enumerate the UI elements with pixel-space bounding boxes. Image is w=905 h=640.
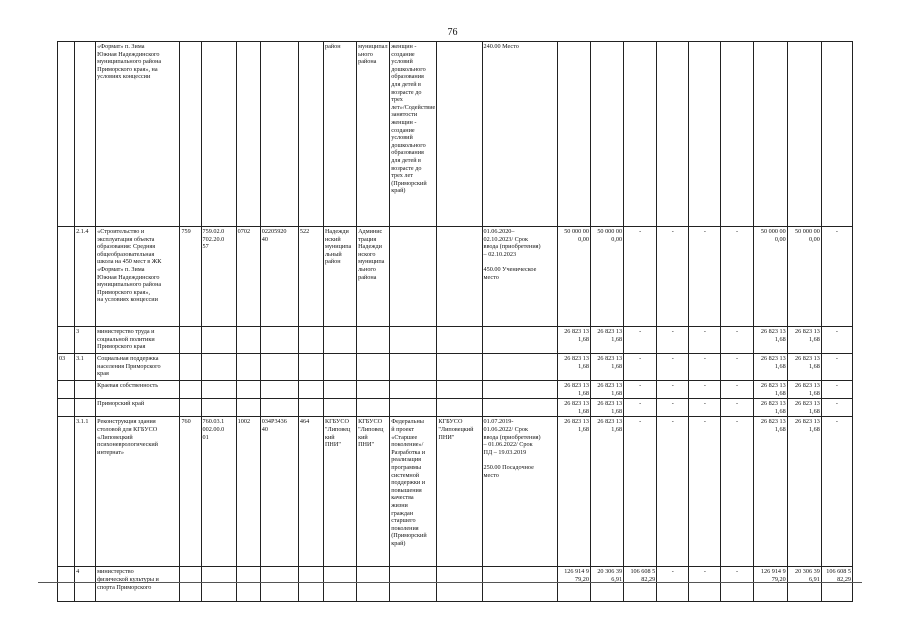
table-row (58, 354, 853, 381)
cell-total-cost: 26 823 13 1,68 (557, 417, 590, 567)
cell-bk-code (201, 354, 236, 381)
cell-object-name: Краевая собственность (96, 381, 180, 399)
cell-col-17: - (689, 567, 721, 602)
cell-gp-code (180, 327, 201, 354)
cell-total-regional: 20 306 39 6,91 (590, 567, 623, 602)
cell-year-regional: 26 823 13 1,68 (787, 417, 821, 567)
table-row (58, 381, 853, 399)
cell-terms-capacity (482, 399, 557, 417)
cell-total-federal: - (624, 327, 657, 354)
register-table (57, 41, 853, 602)
cell-col-17: - (689, 327, 721, 354)
cell-year-total: 26 823 13 1,68 (753, 354, 787, 381)
cell-okud-code (58, 227, 75, 327)
table-row (58, 42, 853, 227)
cell-bk-code (201, 399, 236, 417)
cell-object-name: Реконструкция здания столовой для КГБУСО «Липовецкий психоневрологический интернат» (96, 417, 180, 567)
cell-year-total: 26 823 13 1,68 (753, 399, 787, 417)
cell-recipient (437, 567, 482, 602)
cell-item-number: 4 (75, 567, 96, 602)
cell-location: Надежди нский муниципа льный район (323, 227, 356, 327)
cell-total-cost: 26 823 13 1,68 (557, 354, 590, 381)
cell-okud-code (58, 42, 75, 227)
cell-year-federal: - (821, 327, 852, 354)
cell-item-number (75, 399, 96, 417)
cell-col-18: - (721, 567, 753, 602)
cell-location (323, 567, 356, 602)
cell-bk-code: 759.02.0 702.20.0 57 (201, 227, 236, 327)
cell-col-16: - (657, 567, 689, 602)
table-row (58, 417, 853, 567)
cell-target-article: 034P3436 40 (260, 417, 298, 567)
cell-okud-code (58, 381, 75, 399)
cell-terms-capacity (482, 327, 557, 354)
cell-project-name (390, 354, 437, 381)
cell-total-federal: - (624, 354, 657, 381)
cell-item-number: 3.1.1 (75, 417, 96, 567)
cell-gp-code (180, 354, 201, 381)
cell-total-federal: 106 608 5 82,29 (624, 567, 657, 602)
cell-project-name (390, 327, 437, 354)
cell-year-total: 26 823 13 1,68 (753, 417, 787, 567)
cell-year-total: 126 914 9 79,20 (753, 567, 787, 602)
cell-project-name (390, 567, 437, 602)
cell-col-18: - (721, 227, 753, 327)
cell-item-number: 2.1.4 (75, 227, 96, 327)
cell-location: КГБУСО "Липовец кий ПНИ" (323, 417, 356, 567)
cell-year-total: 26 823 13 1,68 (753, 381, 787, 399)
cell-year-regional: 26 823 13 1,68 (787, 399, 821, 417)
cell-location (323, 327, 356, 354)
cell-year-federal: 106 608 5 82,29 (821, 567, 852, 602)
cell-year-regional (787, 42, 821, 227)
cell-expense-type (298, 327, 323, 354)
cell-total-federal: - (624, 227, 657, 327)
cell-gp-code (180, 567, 201, 602)
cell-location (323, 399, 356, 417)
cell-customer (357, 399, 390, 417)
cell-terms-capacity: 240.00 Место (482, 42, 557, 227)
cell-section-code: 1002 (236, 417, 260, 567)
cell-col-17: - (689, 417, 721, 567)
cell-total-regional: 26 823 13 1,68 (590, 417, 623, 567)
cell-recipient: КГБУСО "Липовецкий ПНИ" (437, 417, 482, 567)
cell-total-federal: - (624, 381, 657, 399)
cell-total-cost: 26 823 13 1,68 (557, 327, 590, 354)
cell-object-name: министерство физической культуры и спорта Приморского (96, 567, 180, 602)
table-row (58, 399, 853, 417)
cell-year-regional: 26 823 13 1,68 (787, 354, 821, 381)
cell-customer: Админис трация Надежди нского муниципа льного района (357, 227, 390, 327)
cell-expense-type (298, 354, 323, 381)
cell-project-name: женщин - создание условий дошкольного образования для детей в возрасте до трех лет»/Содействие занятости женщин - создание условий дошкольного образования для детей в возрасте до трех лет (Приморский край) (390, 42, 437, 227)
cell-object-name: Приморский край (96, 399, 180, 417)
cell-col-16: - (657, 354, 689, 381)
cell-section-code (236, 567, 260, 602)
cell-gp-code: 760 (180, 417, 201, 567)
cell-section-code (236, 354, 260, 381)
cell-object-name: «Строительство и эксплуатация объекта образования: Средняя общеобразовательная школа на 450 мест в ЖК «Формат» п. Зима Южная Надеждинского муниципального района Приморского края», на условиях концессии (96, 227, 180, 327)
cell-year-total: 26 823 13 1,68 (753, 327, 787, 354)
cell-recipient (437, 381, 482, 399)
cell-expense-type (298, 381, 323, 399)
cell-item-number (75, 381, 96, 399)
cell-project-name: Федеральны й проект «Старшее поколение»/ Разработка и реализация программы системной поддержки и повышения качества жизни граждан старшего поколения (Приморский край) (390, 417, 437, 567)
cell-year-federal: - (821, 227, 852, 327)
cell-target-article (260, 399, 298, 417)
cell-col-18: - (721, 417, 753, 567)
cell-col-16 (657, 42, 689, 227)
cell-bk-code: 760.03.1 002.00.0 01 (201, 417, 236, 567)
cell-item-number: 3.1 (75, 354, 96, 381)
cell-bk-code (201, 567, 236, 602)
cell-project-name (390, 399, 437, 417)
cell-year-federal: - (821, 381, 852, 399)
cell-col-17: - (689, 381, 721, 399)
cell-year-regional: 20 306 39 6,91 (787, 567, 821, 602)
cell-col-18: - (721, 399, 753, 417)
cell-section-code: 0702 (236, 227, 260, 327)
cell-section-code (236, 399, 260, 417)
table-row (58, 327, 853, 354)
cell-total-cost: 126 914 9 79,20 (557, 567, 590, 602)
cell-col-18: - (721, 381, 753, 399)
cell-col-16: - (657, 381, 689, 399)
cell-terms-capacity: 01.06.2020– 02.10.2023/ Срок ввода (приобретения) – 02.10.2023 450.00 Ученическое место (482, 227, 557, 327)
cell-terms-capacity: 01.07.2019- 01.06.2022/ Срок ввода (приобретения) – 01.06.2022/ Срок ПД – 19.03.2019 250.00 Посадочное место (482, 417, 557, 567)
cell-terms-capacity (482, 567, 557, 602)
cell-year-total: 50 000 00 0,00 (753, 227, 787, 327)
cell-expense-type: 464 (298, 417, 323, 567)
cell-total-federal: - (624, 399, 657, 417)
cell-okud-code (58, 327, 75, 354)
cell-expense-type (298, 399, 323, 417)
cell-object-name: «Формат» п. Зима Южная Надеждинского муниципального района Приморского края», на условиях концессии (96, 42, 180, 227)
table-row (58, 567, 853, 602)
cell-customer (357, 381, 390, 399)
cell-total-regional (590, 42, 623, 227)
cell-col-16: - (657, 227, 689, 327)
cell-gp-code (180, 381, 201, 399)
cell-year-regional: 26 823 13 1,68 (787, 381, 821, 399)
cell-expense-type (298, 42, 323, 227)
cell-year-federal: - (821, 399, 852, 417)
cell-bk-code (201, 327, 236, 354)
cell-col-17: - (689, 399, 721, 417)
cell-total-cost: 26 823 13 1,68 (557, 381, 590, 399)
cell-total-regional: 26 823 13 1,68 (590, 327, 623, 354)
cell-recipient (437, 399, 482, 417)
cell-target-article (260, 42, 298, 227)
cell-terms-capacity (482, 381, 557, 399)
cell-recipient (437, 354, 482, 381)
cell-target-article (260, 381, 298, 399)
cell-year-federal: - (821, 417, 852, 567)
cell-total-regional: 26 823 13 1,68 (590, 381, 623, 399)
cell-target-article: 02205920 40 (260, 227, 298, 327)
cell-section-code (236, 327, 260, 354)
cell-total-federal: - (624, 417, 657, 567)
cell-total-regional: 26 823 13 1,68 (590, 354, 623, 381)
cell-bk-code (201, 381, 236, 399)
cell-section-code (236, 42, 260, 227)
cell-year-regional: 50 000 00 0,00 (787, 227, 821, 327)
cell-col-18: - (721, 327, 753, 354)
cell-expense-type: 522 (298, 227, 323, 327)
cell-customer (357, 354, 390, 381)
cell-recipient (437, 227, 482, 327)
cell-year-total (753, 42, 787, 227)
cell-customer (357, 327, 390, 354)
cell-location (323, 381, 356, 399)
cell-col-17: - (689, 227, 721, 327)
cell-item-number: 3 (75, 327, 96, 354)
cell-okud-code: 03 (58, 354, 75, 381)
cell-col-18 (721, 42, 753, 227)
cell-col-16: - (657, 327, 689, 354)
cell-total-regional: 50 000 00 0,00 (590, 227, 623, 327)
cell-col-16: - (657, 417, 689, 567)
cell-item-number (75, 42, 96, 227)
cell-year-federal (821, 42, 852, 227)
cell-location: район (323, 42, 356, 227)
cell-total-regional: 26 823 13 1,68 (590, 399, 623, 417)
cell-total-federal (624, 42, 657, 227)
cell-okud-code (58, 567, 75, 602)
table-row (58, 227, 853, 327)
footer-rule (38, 582, 862, 583)
cell-target-article (260, 567, 298, 602)
cell-year-federal: - (821, 354, 852, 381)
cell-col-17: - (689, 354, 721, 381)
cell-object-name: министерство труда и социальной политики Приморского края (96, 327, 180, 354)
cell-total-cost: 26 823 13 1,68 (557, 399, 590, 417)
cell-target-article (260, 327, 298, 354)
cell-bk-code (201, 42, 236, 227)
cell-gp-code (180, 42, 201, 227)
cell-col-18: - (721, 354, 753, 381)
cell-project-name (390, 381, 437, 399)
table-body (58, 42, 853, 602)
cell-total-cost: 50 000 00 0,00 (557, 227, 590, 327)
cell-object-name: Социальная поддержка населения Приморского края (96, 354, 180, 381)
cell-expense-type (298, 567, 323, 602)
cell-location (323, 354, 356, 381)
cell-recipient (437, 327, 482, 354)
cell-col-17 (689, 42, 721, 227)
cell-year-regional: 26 823 13 1,68 (787, 327, 821, 354)
cell-customer: муниципального района (357, 42, 390, 227)
cell-gp-code: 759 (180, 227, 201, 327)
cell-total-cost (557, 42, 590, 227)
cell-col-16: - (657, 399, 689, 417)
cell-section-code (236, 381, 260, 399)
cell-recipient (437, 42, 482, 227)
cell-customer: КГБУСО "Липовец кий ПНИ" (357, 417, 390, 567)
cell-project-name (390, 227, 437, 327)
cell-customer (357, 567, 390, 602)
cell-terms-capacity (482, 354, 557, 381)
cell-okud-code (58, 399, 75, 417)
cell-target-article (260, 354, 298, 381)
page-number: 76 (447, 27, 458, 38)
cell-gp-code (180, 399, 201, 417)
cell-okud-code (58, 417, 75, 567)
